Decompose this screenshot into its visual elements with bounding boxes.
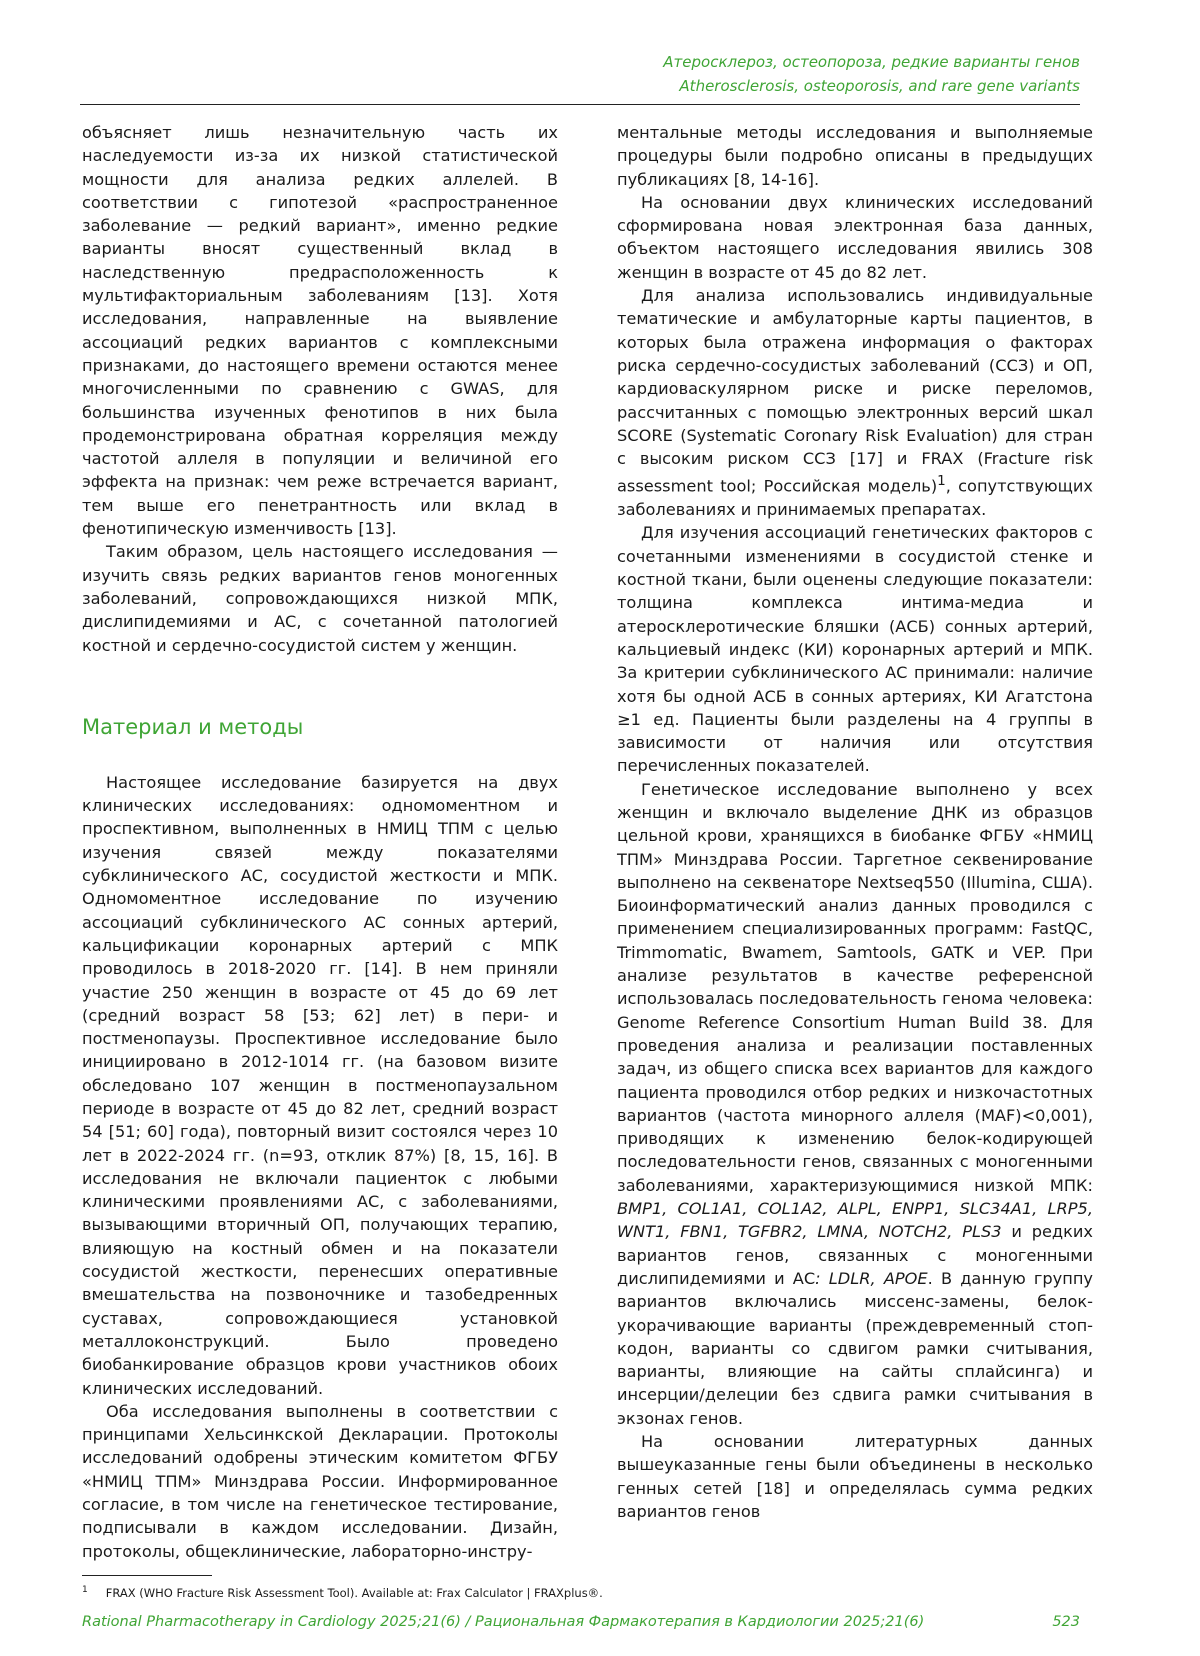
paragraph: На основании двух клинических исследований сформирована новая электронная база данных, объектом настоящего исследования явились 308 женщин в возрасте от 45 до 82 лет. <box>617 192 1093 282</box>
paragraph <box>617 778 1093 1430</box>
paragraph: объясняет лишь незначительную часть их наследуемости из-за их низкой статистической мощности для анализа редких аллелей. В соответствии с гипотезой «распространенное заболевание — редкий вариант», именно редкие варианты вносят существенный вклад в наследственную предрасположенность к мультифакториальным заболеваниям [13]. Хотя исследования, направленные на выявление ассоциаций редких вариантов с комплексными признаками, до настоящего времени остаются менее многочисленными по сравнению с GWAS, для большинства изученных фенотипов в них была продемонстрирована обратная корреляция между частотой аллеля в популяции и величиной его эффекта на признак: чем реже встречается вариант, тем выше его пенетрантность или вклад в фенотипическую изменчивость [13]. <box>82 123 558 539</box>
running-header-en: Atherosclerosis, osteoporosis, and rare gene variants <box>679 77 1080 95</box>
footnote-text: FRAX (WHO Fracture Risk Assessment Tool). Available at: Frax Calculator | FRAXplus®. <box>105 1585 603 1600</box>
paragraph-text: Для анализа использовались индивидуальные тематические и амбулаторные карты пациентов, в которых была отражена информация о факторах риска сердечно-сосудистых заболеваний (ССЗ) и ОП, кардиоваскулярном риске и риске переломов, рассчитанных с помощью электронных версий шкал SCORE (Systematic Coronary Risk Evaluation) для стран с высоким риском ССЗ [17] и FRAX (Fracture risk assessment tool; Российская модель) <box>617 286 1093 496</box>
paragraph-text: и редких вариантов генов, связанных с моногенными дислипидемиями и АС <box>617 1222 1093 1288</box>
journal-footer: Rational Pharmacotherapy in Cardiology 2025;21(6) / Рациональная Фармакотерапия в Кардиологии 2025;21(6) <box>82 1614 925 1630</box>
paragraph-text: . В данную группу вариантов включались миссенс-замены, белок-укорачивающие варианты (преждевременный стоп-кодон, варианты со сдвигом рамки считывания, варианты, влияющие на сайты сплайсинга) и инсерции/делеции без сдвига рамки считывания в экзонах генов. <box>617 1268 1093 1428</box>
paragraph: Настоящее исследование базируется на двух клинических исследованиях: одномоментном и проспективном, выполненных в НМИЦ ТПМ с целью изучения связей между показателями субклинического АС, сосудистой жесткости и МПК. Одномоментное исследование по изучению ассоциаций субклинического АС сонных артерий, кальцификации коронарных артерий с МПК проводилось в 2018-2020 гг. [14]. В нем приняли участие 250 женщин в возрасте от 45 до 69 лет (средний возраст 58 [53; 62] лет) в пери- и постменопаузы. Проспективное исследование было инициировано в 2012-1014 гг. (на базовом визите обследовано 107 женщин в постменопаузальном периоде в возрасте от 45 до 82 лет, средний возраст 54 [51; 60] года), повторный визит состоялся через 10 лет в 2022-2024 гг. (n=93, отклик 87%) [8, 15, 16]. В исследования не включали пациенток с любыми клиническими проявлениями АС, с заболеваниями, вызывающими вторичный ОП, получающих терапию, влияющую на костный обмен и на показатели сосудистой жесткости, перенесших оперативные вмешательства на позвоночнике и тазобедренных суставах, сопровождающиеся установкой металлоконструкций. Было проведено биобанкирование образцов крови участников обоих клинических исследований. <box>82 772 558 1398</box>
paragraph: Таким образом, цель настоящего исследования — изучить связь редких вариантов генов моногенных заболеваний, сопровождающихся низкой МПК, дислипидемиями и АС, с сочетанной патологией костной и сердечно-сосудистой систем у женщин. <box>82 542 558 655</box>
footnote <box>82 1582 1082 1601</box>
running-header <box>80 50 1080 98</box>
page-number: 523 <box>1052 1614 1080 1630</box>
footnote-rule <box>82 1575 212 1576</box>
left-column <box>82 121 558 1563</box>
paragraph-text: Генетическое исследование выполнено у всех женщин и включало выделение ДНК из образцов цельной крови, хранящихся в биобанке ФГБУ «НМИЦ ТПМ» Минздрава России. Таргетное секвенирование выполнено на секвенаторе Nextseq550 (Illumina, США). Биоинформатический анализ данных проводился с применением специализированных программ: FastQC, Trimmomatic, Bwamem, Samtools, GATK и VEP. При анализе результатов в качестве референсной использовалась последовательность генома человека: Genome Reference Consortium Human Build 38. Для проведения анализа и реализации поставленных задач, из общего списка всех вариантов для каждого пациента проводился отбор редких и низкочастотных вариантов (частота минорного аллеля (MAF)<0,001), приводящих к изменению белок-кодирующей последовательности генов, связанных с моногенными заболеваниями, характеризующимися низкой МПК: <box>617 779 1093 1195</box>
paragraph <box>617 284 1093 521</box>
right-column <box>617 121 1093 1523</box>
header-rule <box>80 104 1080 105</box>
running-header-ru: Атеросклероз, остеопороза, редкие варианты генов <box>663 53 1080 71</box>
gene-list-bone: BMP1, COL1A1, COL1A2, ALPL, ENPP1, SLC34A1, LRP5, WNT1, FBN1, TGFBR2, LMNA, NOTCH2, PLS3 <box>617 1199 1093 1242</box>
paragraph: Оба исследования выполнены в соответствии с принципами Хельсинкской Декларации. Протоколы исследований одобрены этическим комитетом ФГБУ «НМИЦ ТПМ» Минздрава России. Информированное согласие, в том числе на генетическое тестирование, подписывали в каждом исследовании. Дизайн, протоколы, общеклинические, лабораторно-инстру- <box>82 1401 558 1561</box>
paragraph-text: , сопутствующих заболеваниях и принимаемых препаратах. <box>617 476 1093 520</box>
paragraph: На основании литературных данных вышеуказанные гены были объединены в несколько генных сетей [18] и определялась сумма редких вариантов генов <box>617 1432 1093 1521</box>
footnote-reference[interactable]: 1 <box>937 473 946 490</box>
section-title: Материал и методы <box>82 714 304 739</box>
gene-list-lipid: : LDLR, APOE <box>815 1268 928 1288</box>
paragraph: Для изучения ассоциаций генетических факторов с сочетанными изменениями в сосудистой стенке и костной ткани, были оценены следующие показатели: толщина комплекса интима-медиа и атеросклеротические бляшки (АСБ) сонных артерий, кальциевый индекс (КИ) коронарных артерий и МПК. За критерии субклинического АС принимали: наличие хотя бы одной АСБ в сонных артериях, КИ Агатстона ≥1 ед. Пациенты были разделены на 4 группы в зависимости от наличия или отсутствия перечисленных показателей. <box>617 523 1093 776</box>
paragraph: ментальные методы исследования и выполняемые процедуры были подробно описаны в предыдущих публикациях [8, 14-16]. <box>617 123 1093 189</box>
footnote-number: 1 <box>82 1585 88 1595</box>
